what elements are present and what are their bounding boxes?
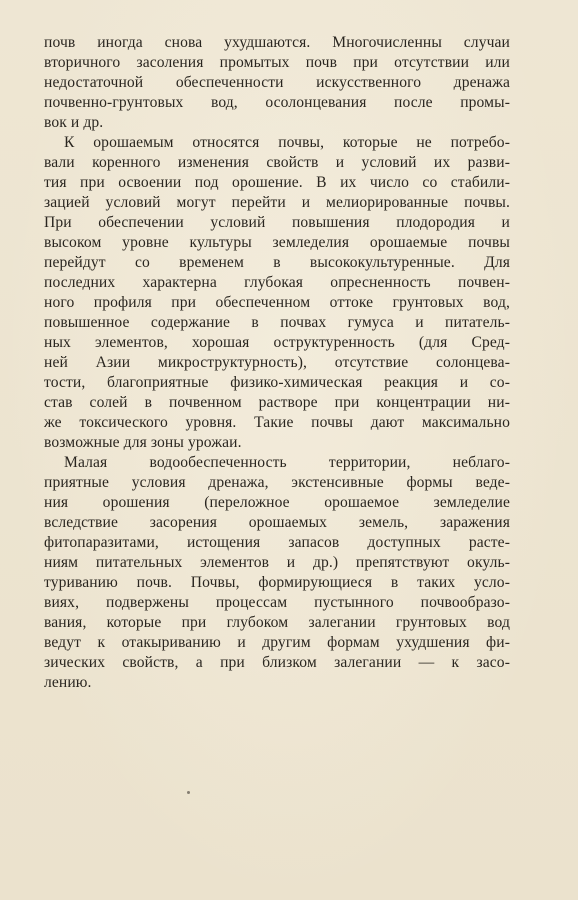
text-line: вследствие засорения орошаемых земель, заражения (44, 514, 510, 531)
text-line: повышенное содержание в почвах гумуса и питатель- (44, 314, 510, 331)
text-line: туриванию почв. Почвы, формирующиеся в таких усло- (44, 574, 510, 591)
text-line: ведут к отакыриванию и другим формам ухудшения фи- (44, 634, 510, 651)
text-line: же токсического уровня. Такие почвы дают максимально (44, 414, 510, 431)
text-line: зических свойств, а при близком залегании — к засо- (44, 654, 510, 671)
text-line: почв иногда снова ухудшаются. Многочисленны случаи (44, 34, 510, 51)
text-line: зацией условий могут перейти и мелиорированные почвы. (44, 194, 510, 211)
text-line: фитопаразитами, истощения запасов доступных расте- (44, 534, 510, 551)
text-line: ного профиля при обеспеченном оттоке грунтовых вод, (44, 294, 510, 311)
text-line: вали коренного изменения свойств и условий их разви- (44, 154, 510, 171)
ink-speck (187, 791, 190, 794)
text-line: виях, подвержены процессам пустынного почвообразо- (44, 594, 510, 611)
text-line: лению. (44, 674, 92, 691)
text-line: ных элементов, хорошая оструктуренность (для Сред- (44, 334, 510, 351)
text-line: ней Азии микроструктурность), отсутствие солонцева- (44, 354, 510, 371)
text-line: тости, благоприятные физико-химическая реакция и со- (44, 374, 510, 391)
text-line: Малая водообеспеченность территории, неблаго- (64, 454, 510, 471)
text-line: ния орошения (переложное орошаемое земледелие (44, 494, 510, 511)
text-line: ниям питательных элементов и др.) препятствуют окуль- (44, 554, 510, 571)
text-line: вок и др. (44, 114, 104, 131)
text-line: вторичного засоления промытых почв при отсутствии или (44, 54, 510, 71)
text-line: высоком уровне культуры земледелия орошаемые почвы (44, 234, 510, 251)
text-line: перейдут со временем в высококультуренные. Для (44, 254, 510, 271)
text-line: недостаточной обеспеченности искусственного дренажа (44, 74, 510, 91)
text-line: тия при освоении под орошение. В их число со стабили- (44, 174, 510, 191)
text-line: приятные условия дренажа, экстенсивные формы веде- (44, 474, 510, 491)
text-line: возможные для зоны урожаи. (44, 434, 242, 451)
text-line: При обеспечении условий повышения плодородия и (44, 214, 510, 231)
text-line: став солей в почвенном растворе при концентрации ни- (44, 394, 510, 411)
text-line: К орошаемым относятся почвы, которые не потребо- (64, 134, 510, 151)
text-line: вания, которые при глубоком залегании грунтовых вод (44, 614, 510, 631)
text-line: почвенно-грунтовых вод, осолонцевания после промы- (44, 94, 510, 111)
text-line: последних характерна глубокая опресненность почвен- (44, 274, 510, 291)
